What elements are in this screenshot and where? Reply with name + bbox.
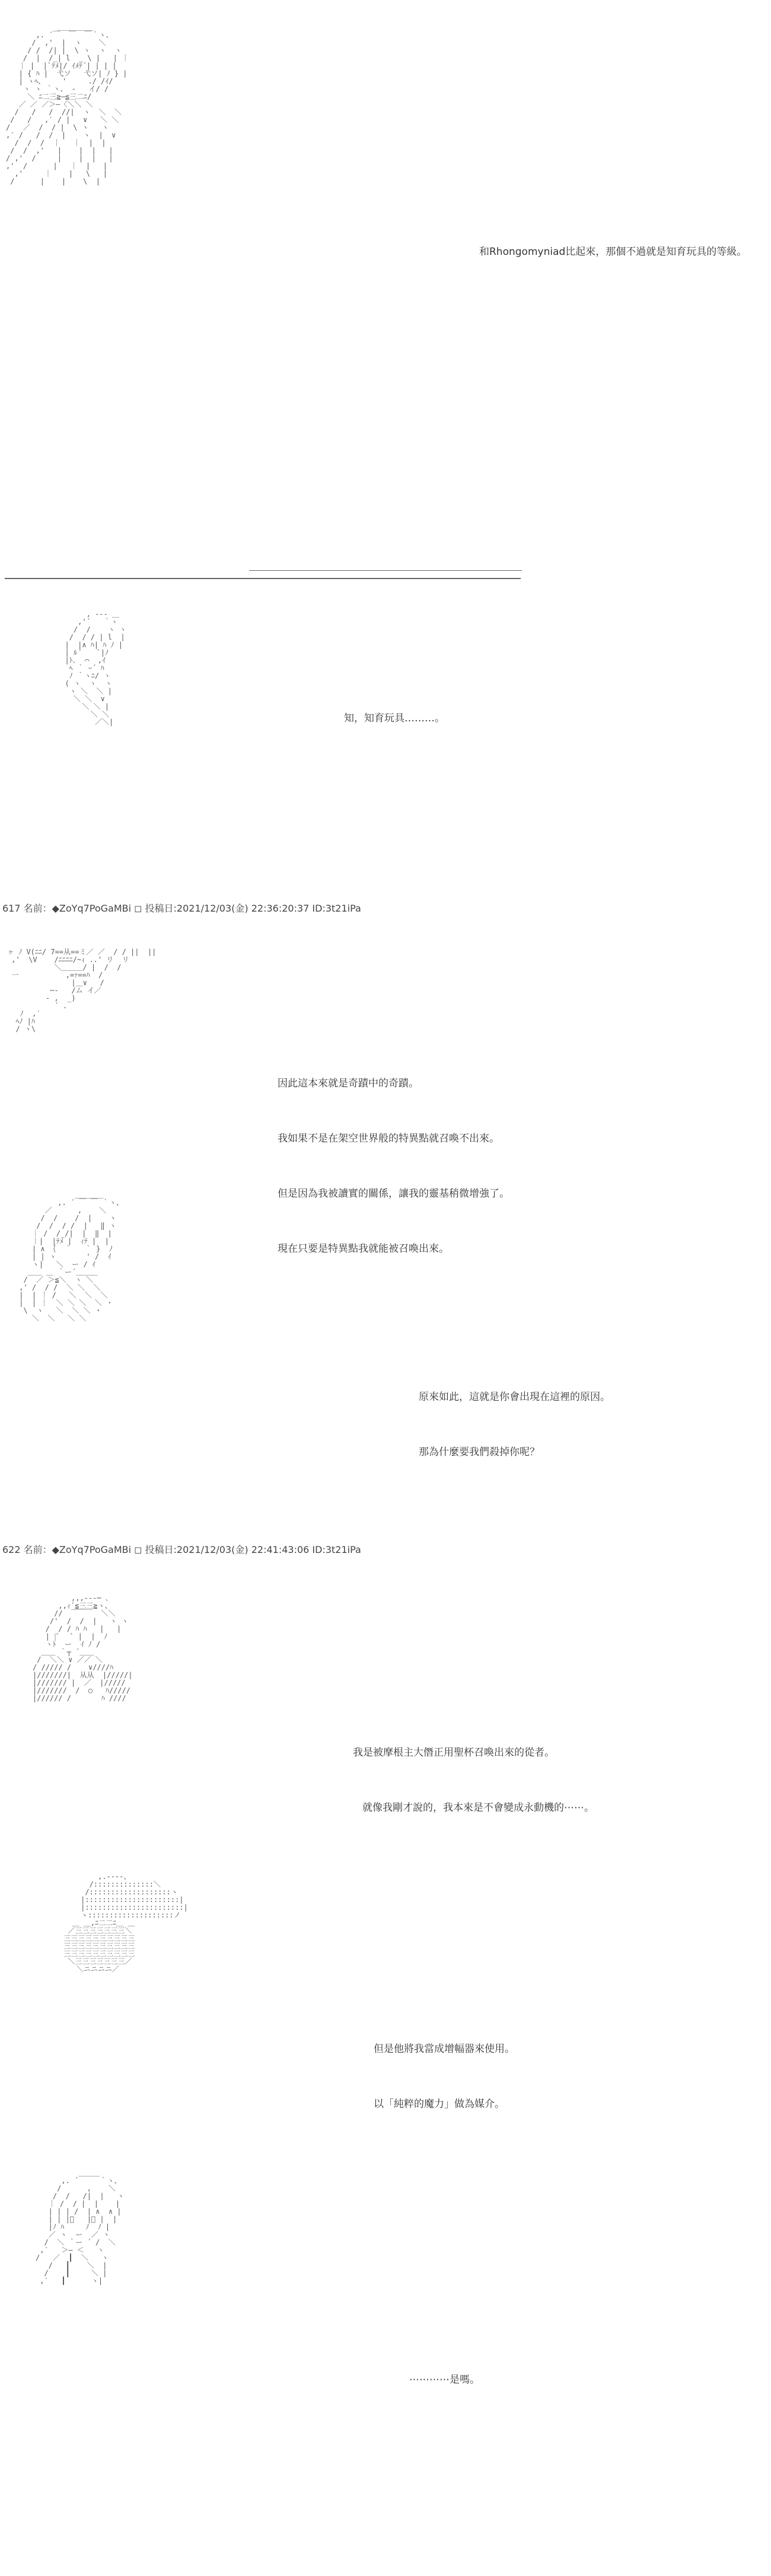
dialogue-line: 我如果不是在架空世界般的特異點就召喚不出來。 — [278, 1133, 499, 1145]
dialogue-line: 我是被摩根主大僭正用聖杯召喚出來的從者。 — [353, 1747, 555, 1759]
ascii-art-figure-4: ＿＿＿＿ ,. ´ ￣ ￣ ｀ヽ、 ／ , ＼ / / / | ヽ / / / / | ‖ ヽ ｜ / /_/| | ‖ | ｜| |ﾃﾒ | ｨﾃ | | | ∧ ｛ ｀ ｀ } ﾉ | | ヽ ' / ｲ ヽ| ＼ ー / ｲ ＿＿ ＿ ｀ー´＿＿＿ / ／ ＞≦＼ ヽ ＼ ,' / / / ＼ ＼ ＼ | | ｜ / ＼ ＼ ＼ | | ｜ ＼ ＼ ＼ ＼ ・ \ ヽ ＼ ＼ ＼ ・ ＼ ＼ ＼ ＼ — [19, 1191, 123, 1322]
dialogue-line: 就像我剛才說的，我本來是不會變成永動機的⋯⋯。 — [362, 1802, 594, 1814]
dialogue-1 — [479, 243, 747, 261]
panel-divider — [249, 570, 522, 571]
dialogue-line: 和Rhongomyniad比起來，那個不過就是知育玩具的等級。 — [479, 246, 747, 258]
dialogue-line: 現在只要是特異點我就能被召喚出來。 — [278, 1243, 449, 1255]
dialogue-line: 知，知育玩具………。 — [344, 712, 445, 724]
dialogue-line: ⋯⋯⋯⋯是嗎。 — [409, 2374, 480, 2386]
ascii-art-figure-5: ,,,--‐─ ､ ,,ｨ´≦三三≧ヽ、 // ￣￣￣ ＼＼ /' / / | ヽ ヽ / / / ﾊ ﾊ | | | |ﾟ ﾟ | | ﾉ ヽﾄ ー ｲ ﾉ / ＿＿ ｀┬ ´＿＿ / ＼＼ ∨ ／／ ＼ / ///// / ∨////ﾊ |///////| 从从 |/////| |/////// | ／ |///// |/////// / ○ ﾊ///// |////// / ﾊ //// — [33, 1594, 133, 1702]
ascii-art-figure-7: ＿＿＿ ,. ´ ｀ヽ、 / , ＼ / / /| | ヽ ｜ / / | | | | | | / | ∧ ∧ | | | |ﾟ |ﾟ | | |ﾉ ﾊ ﾉ ﾉ | ／ ヽ ー ／ ヽ / ＼ ｀ー ´ / ＼ ,′ ＞― ＜ ヽ / ／ ┃ ＼ ヽ / ┃ ＼ | / ┃ ＼ | ,′ ┃ ヽ| — [36, 2169, 125, 2285]
ascii-art-figure-3: ヶ ﾉ V(ﾆﾆ/ 7==从==ミ／ ／ / / || || ,' \V /ﾆﾆﾆﾆ/~ｨ ..' リ リ ＼＿＿＿/ | / / 一 ,=ｧ==ﾊ / |＿∨ / ─‐ /ム イ／ - , _) ´ . ﾉ ,′ ﾍﾉ |ﾊ / ヽ\ — [7, 948, 157, 1033]
dialogue-3 — [278, 1038, 509, 1277]
dialogue-6 — [374, 2003, 515, 2132]
dialogue-7 — [409, 2371, 480, 2389]
dialogue-line: 但是他將我當成增幅器來使用。 — [374, 2043, 515, 2055]
ascii-art-figure-6: ,.-‐‐-、 /::::::::::::::＼ /:::::::::::::::::::ヽ |::::::::::::::::::::::| |:::::::::::::::::::::::| ヽ::::::::::::::::::::ノ ＿ ＿,ﾆ二二ﾆ＿ ＿ ／三三三三三三三＼ 三三三三三三三三三三 三三三三三三三三三三 三三三三三三三三三三 ＼三三三三三三三／ ＼ニニニニ／ — [63, 1872, 188, 1973]
panel-divider — [5, 578, 521, 579]
dialogue-line: 原來如此，這就是你會出現在這裡的原因。 — [419, 1391, 610, 1403]
ascii-art-figure-1: ＿＿＿＿＿ ,. ´￣ ￣ ￣｀ヽ、 / ,' | ヽ ＼ / / /| | \ ヽ ヽ ヽ / | /_| l _ \ | | ｜ ｜ | |`ﾃﾒ|/ ｲﾒﾃ´| | | | | { ﾊ | 弋ソ 弋ソ| ﾉ } | | ヽﾍ、 ' ./ /ｲ/ ヽ ヽ ｀ヽ、 ‐ イ/ / ＼ ﾆ二三≧―≦三二ﾆ/ ／ ／ ／＞―〈＼＼ ＼ / / / //| ヽ ＼ ＼ / / ,′ / | ∨ ＼ ＼ / ／ / / | \ ヽ ヽ ,′ / / / | ヽ | ∨ / / / ｜ ｜ | | / / ,' | | | | / ,' / | | | | ,' / | ｜ | | ,' ｜ | \ | / | | \ | — [6, 23, 129, 186]
dialogue-2 — [344, 709, 445, 728]
dialogue-line: 但是因為我被讀實的關係，讓我的靈基稍微增強了。 — [278, 1188, 509, 1200]
post-header: 617 名前：◆ZoYq7PoGaMBi ◻ 投稿日:2021/12/03(金) 22:36:20:37 ID:3t21iPa — [2, 903, 361, 914]
ascii-art-figure-2: , -‐‐ ＿ ,'´ ｀ヽ / / ヽ ヽ / / / | l | | |∧ ﾊ| ﾊ ﾉ | | ﾙ ﾟ ﾟ|ﾉ |ﾄ､ ⌒ ,ｲ ﾍ ｀ ｰ´ ﾊ ﾉ ｀ヽﾆ/ ヽ ( ヽ ヽ ヽ ヽ ＼ ＼ | ＼ ＼ ∨ ＼ ＼ | ＼ ＼ ／＼| — [65, 610, 126, 726]
dialogue-line: 以「純粹的魔力」做為媒介。 — [374, 2098, 505, 2110]
dialogue-line: 那為什麼要我們殺掉你呢？ — [419, 1446, 540, 1458]
post-header: 622 名前：◆ZoYq7PoGaMBi ◻ 投稿日:2021/12/03(金) 22:41:43:06 ID:3t21iPa — [2, 1544, 361, 1555]
dialogue-5 — [353, 1707, 594, 1836]
dialogue-line: 因此這本來就是奇蹟中的奇蹟。 — [278, 1078, 419, 1089]
dialogue-4 — [419, 1351, 610, 1480]
